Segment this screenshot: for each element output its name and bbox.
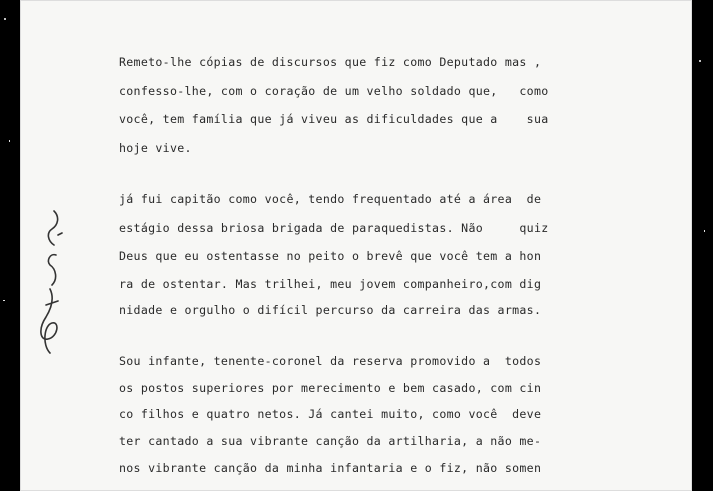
text-line: co filhos e quatro netos. Já cantei muito, como você deve: [119, 407, 542, 421]
text-line: os postos superiores por merecimento e bem casado, com cin: [119, 381, 542, 395]
text-line: Remeto-lhe cópias de discursos que fiz como Deputado mas ,: [119, 55, 542, 69]
text-line: ra de ostentar. Mas trilhei, meu jovem companheiro,com dig: [119, 277, 542, 291]
text-line: Sou infante, tenente-coronel da reserva promovido a todos: [119, 354, 542, 368]
film-speck: [699, 60, 701, 62]
film-speck: [9, 140, 10, 142]
text-line: nos vibrante canção da minha infantaria e o fiz, não somen: [119, 461, 542, 475]
film-speck: [4, 18, 6, 20]
text-line: Deus que eu ostentasse no peito o brevê que você tem a hon: [119, 249, 542, 263]
text-line: confesso-lhe, com o coração de um velho soldado que, como: [119, 84, 549, 98]
film-speck: [3, 300, 5, 301]
text-line: já fui capitão como você, tendo frequentado até a área de: [119, 192, 542, 206]
text-line: nidade e orgulho o difícil percurso da carreira das armas.: [119, 303, 542, 317]
text-line: ter cantado a sua vibrante canção da artilharia, a não me-: [119, 434, 542, 448]
film-speck: [704, 230, 705, 232]
handwritten-signature: [28, 205, 68, 355]
text-line: hoje vive.: [119, 141, 192, 155]
text-line: você, tem família que já viveu as dificuldades que a sua: [119, 112, 549, 126]
text-line: estágio dessa briosa brigada de paraquedistas. Não quiz: [119, 221, 549, 235]
